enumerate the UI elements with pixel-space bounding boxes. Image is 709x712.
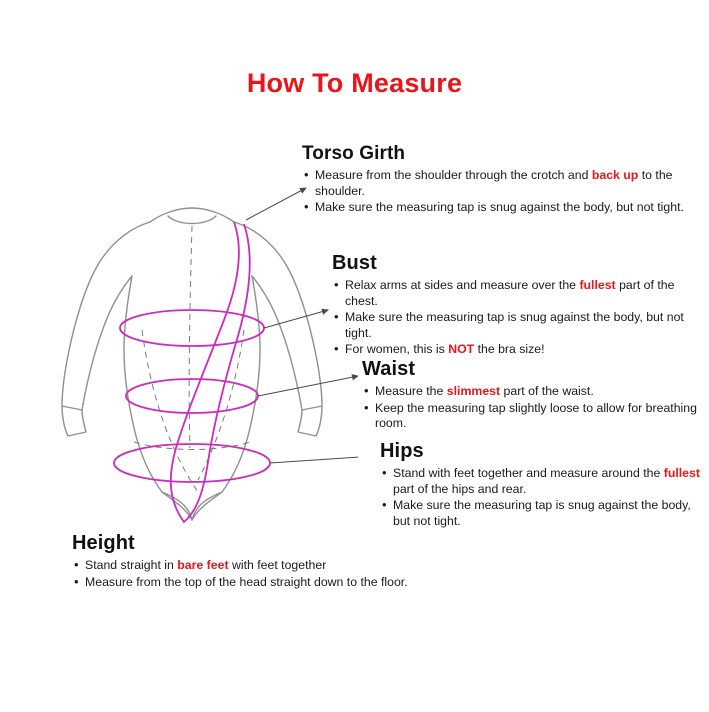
bullet-list-hips xyxy=(380,466,700,529)
bullet-text: Make sure the measuring tap is snug against the body, but not tight. xyxy=(393,498,691,528)
bullet-text: part of the chest. xyxy=(345,278,675,308)
bullet-item xyxy=(302,168,700,199)
bullet-list-waist xyxy=(362,384,702,432)
bullet-text: Stand straight in xyxy=(85,558,178,572)
emphasis-text: slimmest xyxy=(446,384,501,398)
emphasis-text: fullest xyxy=(579,278,616,292)
bullet-text: Measure the xyxy=(375,384,447,398)
bullet-list-torso-girth xyxy=(302,168,700,216)
section-hips xyxy=(380,440,700,530)
section-heading-bust: Bust xyxy=(332,252,377,274)
body-outline xyxy=(62,208,322,520)
section-heading-hips: Hips xyxy=(380,440,424,462)
bullet-text: part of the waist. xyxy=(500,384,594,398)
body-diagram-svg xyxy=(38,180,358,550)
section-heading-torso-girth: Torso Girth xyxy=(302,143,406,164)
section-height xyxy=(72,532,492,591)
bullet-text: For women, this is xyxy=(345,342,449,357)
torso-girth-loop xyxy=(171,222,250,522)
bullet-item xyxy=(332,310,704,341)
section-waist xyxy=(362,358,702,433)
bullet-item xyxy=(72,575,492,591)
bullet-text: with feet together xyxy=(228,558,327,572)
section-heading-waist: Waist xyxy=(362,358,416,380)
guide-dashed-lines xyxy=(134,226,250,492)
bullet-text: to the shoulder. xyxy=(315,168,673,198)
bullet-text: part of the hips and rear. xyxy=(393,481,527,496)
bullet-item xyxy=(332,278,704,309)
bullet-text: Make sure the measuring tap is snug against the body, but not tight. xyxy=(345,310,684,340)
bullet-text: Measure from the shoulder through the crotch and xyxy=(315,168,592,182)
emphasis-text: fullest xyxy=(663,466,700,480)
section-bust xyxy=(332,252,704,359)
bullet-item xyxy=(380,498,700,529)
bullet-item xyxy=(380,466,700,497)
bullet-text: the bra size! xyxy=(474,342,545,357)
bullet-text: Keep the measuring tap slightly loose to allow for breathing room. xyxy=(375,400,697,431)
measuring-tape-lines xyxy=(114,222,270,522)
body-diagram xyxy=(38,180,358,550)
section-heading-height: Height xyxy=(72,532,135,554)
bullet-list-bust xyxy=(332,278,704,358)
section-torso-girth xyxy=(302,143,700,217)
bullet-item xyxy=(362,384,702,400)
emphasis-text: back up xyxy=(591,168,639,182)
bullet-text: Relax arms at sides and measure over the xyxy=(345,278,580,292)
waist-tape-loop xyxy=(126,379,258,413)
bullet-text: Make sure the measuring tap is snug against the body, but not tight. xyxy=(315,200,684,215)
bullet-item xyxy=(332,342,704,358)
page-title: How To Measure xyxy=(246,68,463,98)
bullet-item xyxy=(72,558,492,574)
bullet-item xyxy=(362,401,702,432)
bullet-item xyxy=(302,200,700,216)
emphasis-text: NOT xyxy=(448,342,475,357)
bullet-text: Stand with feet together and measure around the xyxy=(393,466,664,480)
bullet-text: Measure from the top of the head straight down to the floor. xyxy=(85,574,408,589)
emphasis-text: bare feet xyxy=(177,558,229,572)
bullet-list-height xyxy=(72,558,492,590)
